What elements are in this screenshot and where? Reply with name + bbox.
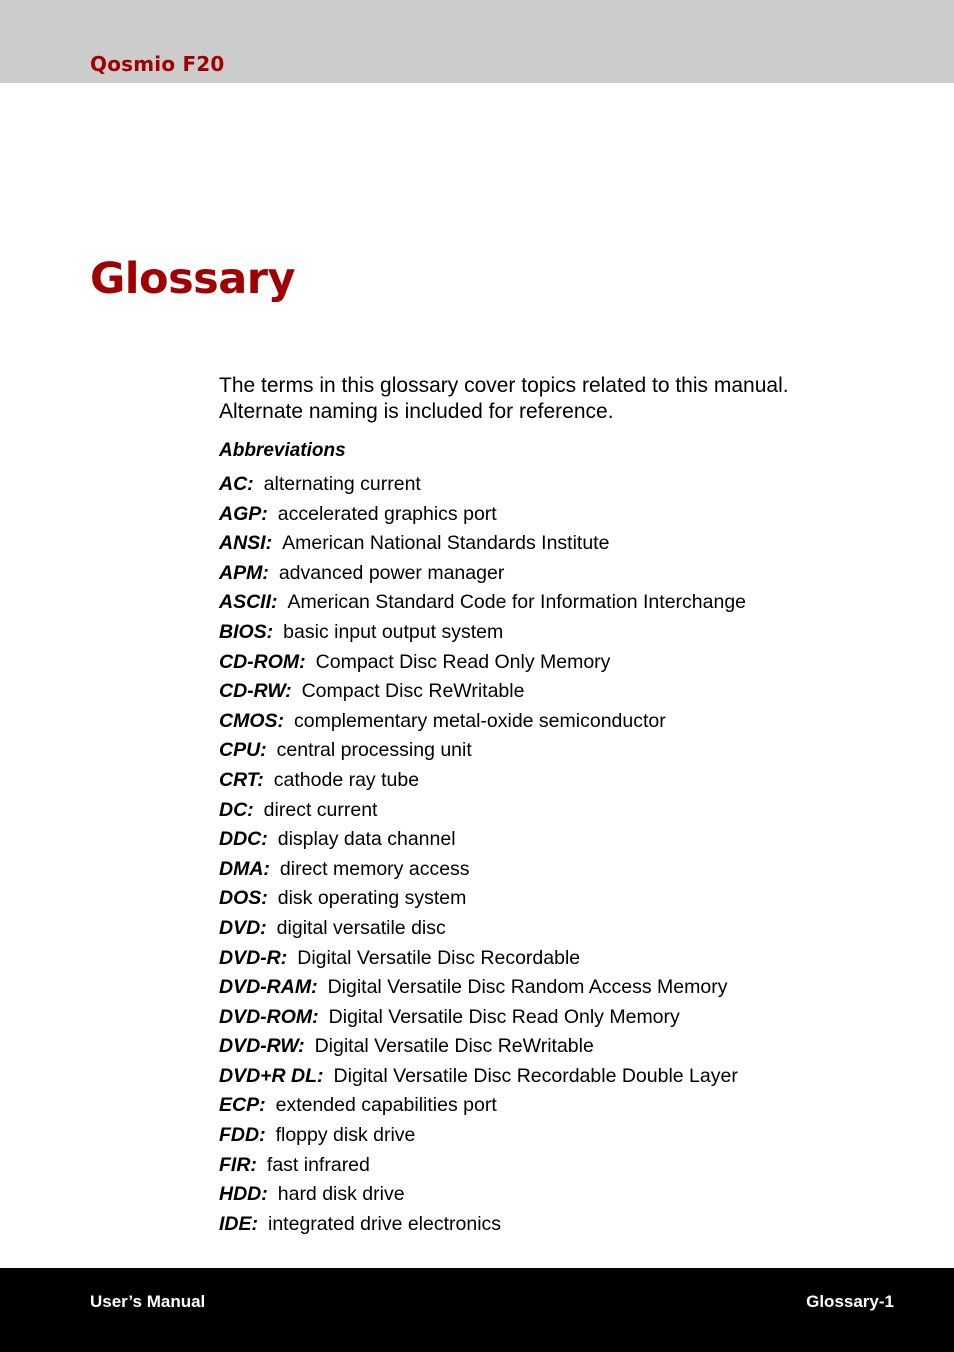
abbreviation-term: CD-ROM: <box>219 650 306 673</box>
abbreviation-definition: Digital Versatile Disc Random Access Memory <box>327 976 728 999</box>
abbreviation-term: DVD-R: <box>219 946 288 969</box>
list-item <box>219 1062 746 1092</box>
abbreviation-term: FIR: <box>219 1153 257 1176</box>
abbreviation-definition: Compact Disc Read Only Memory <box>315 650 611 673</box>
abbreviation-term: ANSI: <box>219 532 273 555</box>
abbreviation-term: DMA: <box>219 857 270 880</box>
abbreviation-term: DVD+R DL: <box>219 1064 324 1087</box>
list-item <box>219 470 746 500</box>
list-item <box>219 855 746 885</box>
list-item <box>219 1032 746 1062</box>
abbreviation-term: ASCII: <box>219 591 278 614</box>
list-item <box>219 529 746 559</box>
abbreviation-definition: disk operating system <box>277 887 467 910</box>
abbreviation-definition: extended capabilities port <box>275 1094 497 1117</box>
abbreviation-list <box>219 470 746 1239</box>
abbreviation-term: DVD-RW: <box>219 1035 305 1058</box>
abbreviation-term: DVD-ROM: <box>219 1005 319 1028</box>
abbreviation-term: APM: <box>219 561 269 584</box>
abbreviation-definition: Digital Versatile Disc Recordable Double Layer <box>333 1064 738 1087</box>
list-item <box>219 1151 746 1181</box>
abbreviation-definition: floppy disk drive <box>275 1124 416 1147</box>
section-heading: Abbreviations <box>219 440 346 461</box>
footer-page-number: Glossary-1 <box>806 1292 894 1311</box>
abbreviation-definition: digital versatile disc <box>276 916 446 939</box>
abbreviation-definition: direct current <box>263 798 378 821</box>
list-item <box>219 588 746 618</box>
list-item <box>219 677 746 707</box>
abbreviation-definition: hard disk drive <box>277 1183 405 1206</box>
list-item <box>219 559 746 589</box>
abbreviation-definition: cathode ray tube <box>273 768 420 791</box>
abbreviation-definition: basic input output system <box>283 620 504 643</box>
abbreviation-term: DVD-RAM: <box>219 976 318 999</box>
abbreviation-definition: American Standard Code for Information Interchange <box>287 591 747 614</box>
abbreviation-term: DDC: <box>219 828 268 851</box>
list-item <box>219 796 746 826</box>
abbreviation-definition: Digital Versatile Disc Recordable <box>297 946 581 969</box>
abbreviation-definition: accelerated graphics port <box>277 502 497 525</box>
list-item <box>219 618 746 648</box>
abbreviation-definition: complementary metal-oxide semiconductor <box>294 709 666 732</box>
abbreviation-definition: fast infrared <box>266 1153 370 1176</box>
abbreviation-term: DOS: <box>219 887 268 910</box>
page-title: Glossary <box>90 254 296 304</box>
list-item <box>219 736 746 766</box>
abbreviation-term: CD-RW: <box>219 680 292 703</box>
abbreviation-term: AC: <box>219 473 254 495</box>
list-item <box>219 500 746 530</box>
list-item <box>219 914 746 944</box>
list-item <box>219 944 746 974</box>
list-item <box>219 1003 746 1033</box>
abbreviation-definition: Compact Disc ReWritable <box>301 680 525 703</box>
abbreviation-definition: integrated drive electronics <box>268 1212 502 1235</box>
list-item <box>219 973 746 1003</box>
abbreviation-definition: advanced power manager <box>278 561 505 584</box>
list-item <box>219 1180 746 1210</box>
intro-line-2: Alternate naming is included for reference. <box>219 400 614 423</box>
abbreviation-term: BIOS: <box>219 620 274 643</box>
abbreviation-term: CRT: <box>219 768 264 791</box>
abbreviation-definition: direct memory access <box>279 857 470 880</box>
list-item <box>219 1091 746 1121</box>
abbreviation-term: AGP: <box>219 502 268 525</box>
abbreviation-definition: Digital Versatile Disc ReWritable <box>314 1035 594 1058</box>
abbreviation-term: HDD: <box>219 1183 268 1206</box>
list-item <box>219 1121 746 1151</box>
intro-line-1: The terms in this glossary cover topics related to this manual. <box>219 374 789 397</box>
abbreviation-term: CMOS: <box>219 709 284 732</box>
intro-paragraph <box>219 373 899 425</box>
abbreviation-definition: alternating current <box>263 473 421 495</box>
list-item <box>219 648 746 678</box>
abbreviation-definition: central processing unit <box>276 739 472 762</box>
footer-manual-label: User’s Manual <box>90 1292 206 1311</box>
product-name: Qosmio F20 <box>90 52 225 76</box>
abbreviation-definition: American National Standards Institute <box>282 532 610 555</box>
abbreviation-term: CPU: <box>219 739 267 762</box>
abbreviation-term: DVD: <box>219 916 267 939</box>
abbreviation-term: ECP: <box>219 1094 266 1117</box>
list-item <box>219 1210 746 1240</box>
abbreviation-term: IDE: <box>219 1212 258 1235</box>
list-item <box>219 825 746 855</box>
list-item <box>219 707 746 737</box>
abbreviation-term: DC: <box>219 798 254 821</box>
abbreviation-term: FDD: <box>219 1124 266 1147</box>
list-item <box>219 766 746 796</box>
abbreviation-definition: Digital Versatile Disc Read Only Memory <box>328 1005 680 1028</box>
abbreviation-definition: display data channel <box>277 828 456 851</box>
list-item <box>219 884 746 914</box>
